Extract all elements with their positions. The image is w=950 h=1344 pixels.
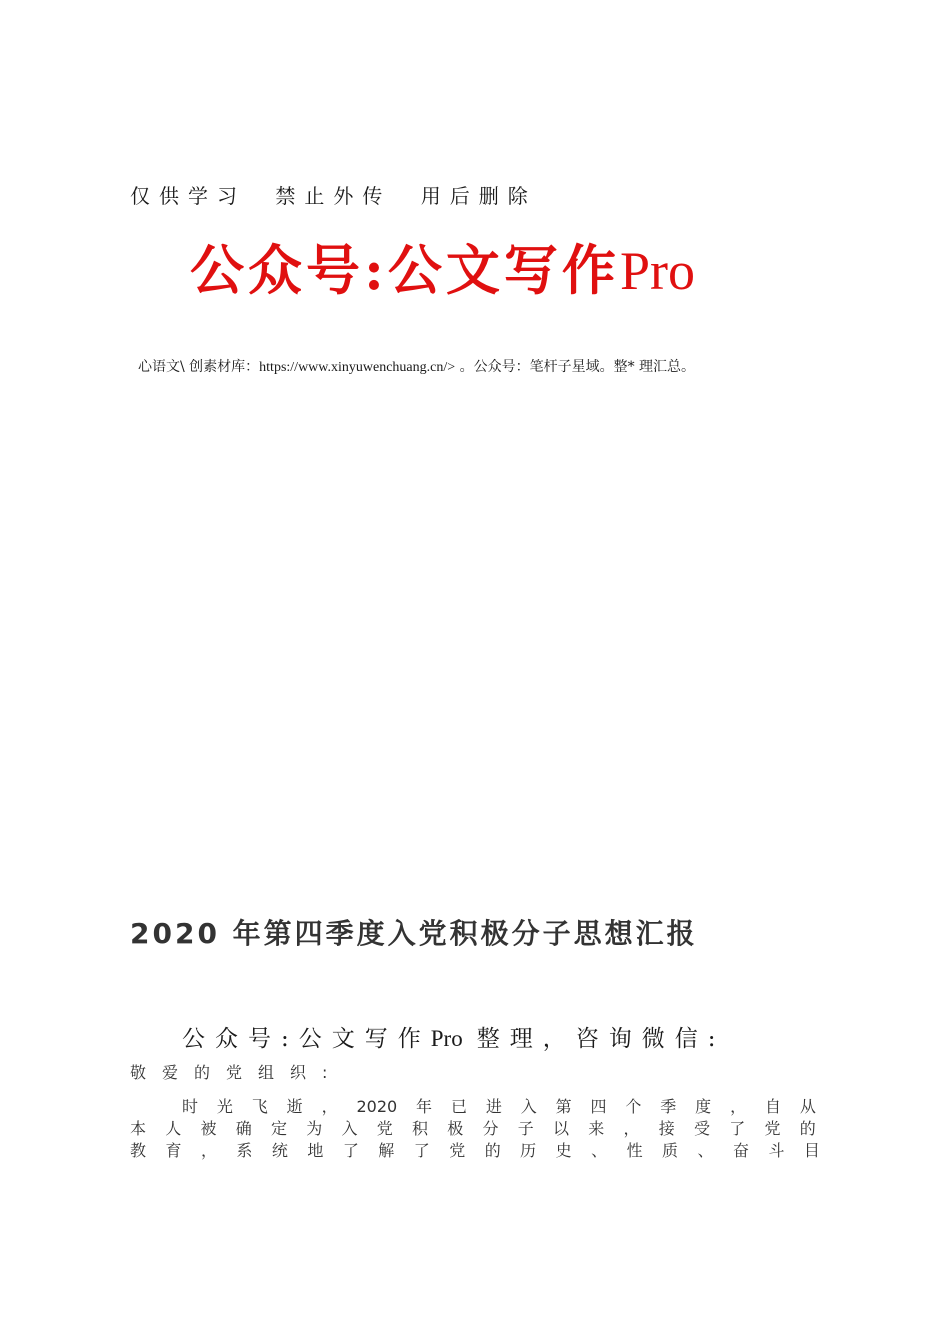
body-char: 年 [416, 1097, 433, 1116]
body-char: 以 [553, 1119, 570, 1138]
body-char: ， [623, 1119, 640, 1138]
body-char: 四 [590, 1097, 607, 1116]
notice-delete-after-use: 用后删除 [420, 184, 537, 208]
subtitle-part-2: 整理，咨询微信: [476, 1026, 726, 1052]
body-char: 史 [555, 1141, 572, 1160]
body-char: 接 [658, 1119, 675, 1138]
body-char: 育 [165, 1141, 182, 1160]
body-char: 积 [412, 1119, 429, 1138]
notice-study-only: 仅供学习 [130, 184, 246, 208]
body-char: 受 [694, 1119, 711, 1138]
brand-cn: 公众号:公文写作 [190, 238, 620, 302]
salutation: 敬爱的党组织: [130, 1063, 344, 1082]
body-char: 度 [695, 1097, 712, 1116]
body-char: 斗 [768, 1141, 785, 1160]
body-char: 飞 [251, 1097, 268, 1116]
body-line-1 [130, 1096, 816, 1118]
source-url: https://www.xinyuwenchuang.cn/> [259, 360, 456, 375]
body-char: 系 [236, 1141, 253, 1160]
body-char: 了 [342, 1141, 359, 1160]
body-line-2 [130, 1118, 816, 1140]
subtitle-part-1: 公众号:公文写作 [182, 1026, 431, 1052]
body-char: 被 [200, 1119, 217, 1138]
body-char: 定 [271, 1119, 288, 1138]
body-char: 入 [341, 1119, 358, 1138]
subtitle-latin: Pro [430, 1026, 463, 1051]
body-char: 历 [520, 1141, 537, 1160]
body-char: 时 [182, 1097, 199, 1116]
body-char: 进 [485, 1097, 502, 1116]
body-char: 、 [697, 1141, 714, 1160]
body-char: 光 [216, 1097, 233, 1116]
body-char: 质 [662, 1141, 679, 1160]
body-char: 了 [729, 1119, 746, 1138]
body-char: 子 [517, 1119, 534, 1138]
body-char: 季 [660, 1097, 677, 1116]
body-char: 党 [764, 1119, 781, 1138]
body-char: 本 [130, 1119, 147, 1138]
body-char: ， [200, 1141, 217, 1160]
source-suffix: 。公众号：笔杆子星域。整* 理汇总。 [455, 359, 696, 375]
body-paragraph [130, 1096, 820, 1162]
body-char: 党 [449, 1141, 466, 1160]
body-char: 、 [591, 1141, 608, 1160]
body-char: 已 [450, 1097, 467, 1116]
body-char: 个 [625, 1097, 642, 1116]
document-subtitle [182, 1020, 725, 1053]
body-char: ， [730, 1097, 747, 1116]
brand-watermark [190, 228, 695, 305]
body-char: 性 [626, 1141, 643, 1160]
body-char: 自 [764, 1097, 781, 1116]
source-line [138, 356, 695, 376]
body-char: ， [321, 1097, 338, 1116]
body-char: 2020 [356, 1097, 398, 1116]
body-char: 逝 [286, 1097, 303, 1116]
body-char: 第 [555, 1097, 572, 1116]
body-char: 从 [799, 1097, 816, 1116]
notice-no-distribution: 禁止外传 [275, 184, 392, 208]
body-char: 入 [520, 1097, 537, 1116]
source-prefix: 心语文\ 创素材库： [138, 359, 260, 375]
body-char: 统 [271, 1141, 288, 1160]
body-char: 地 [307, 1141, 324, 1160]
body-char: 奋 [732, 1141, 749, 1160]
body-char: 目 [803, 1141, 820, 1160]
body-char: 来 [588, 1119, 605, 1138]
body-char: 教 [130, 1141, 147, 1160]
body-char: 党 [376, 1119, 393, 1138]
body-char: 确 [235, 1119, 252, 1138]
body-char: 的 [484, 1141, 501, 1160]
body-line-3 [130, 1140, 820, 1162]
body-char: 为 [306, 1119, 323, 1138]
brand-latin: Pro [619, 241, 695, 301]
body-char: 解 [378, 1141, 395, 1160]
body-char: 分 [482, 1119, 499, 1138]
notice-line [130, 180, 537, 209]
body-char: 的 [799, 1119, 816, 1138]
document-title: 2020 年第四季度入党积极分子思想汇报 [130, 917, 698, 950]
body-char: 人 [165, 1119, 182, 1138]
body-char: 极 [447, 1119, 464, 1138]
body-char: 了 [413, 1141, 430, 1160]
